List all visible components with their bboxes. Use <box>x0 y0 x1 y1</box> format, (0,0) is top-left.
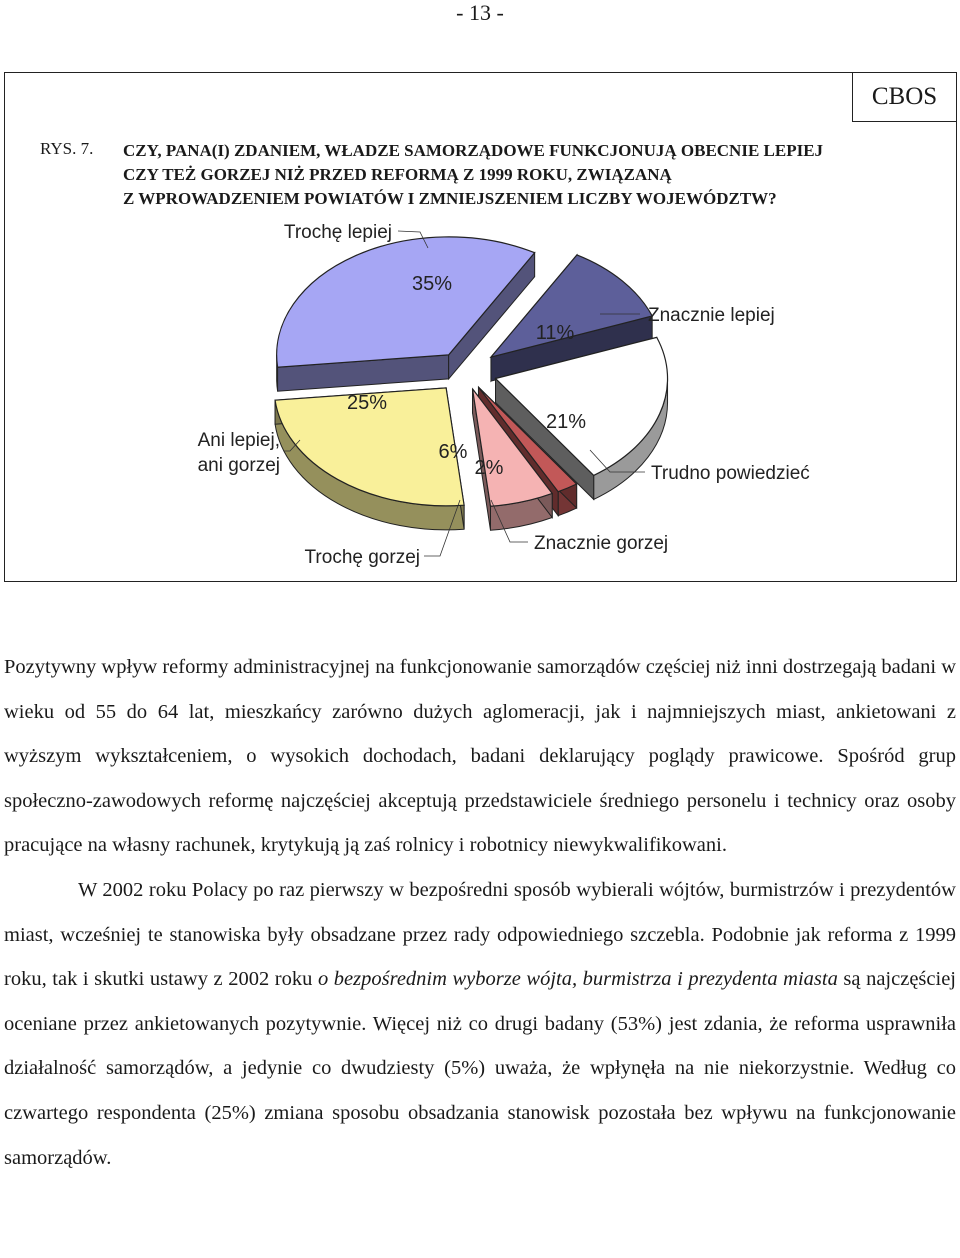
paragraph-text: W 2002 roku Polacy po raz pierwszy w bezpośredni sposób wybierali wójtów, burmistrzów i prezydentów miast, wcześniej te stanowiska były obsadzane przez rady odpowiedniego szczebla. Podobnie jak reforma z 1999 roku, tak i skutki ustawy z 2002 roku <box>4 878 956 991</box>
paragraph <box>4 868 956 1180</box>
slice-label: Trochę gorzej <box>304 547 420 568</box>
figure-title-line: CZY, PANA(I) ZDANIEM, WŁADZE SAMORZĄDOWE FUNKCJONUJĄ OBECNIE LEPIEJ <box>123 141 824 160</box>
slice-label: Znacznie lepiej <box>648 305 775 326</box>
slice-value-label: 21% <box>545 411 587 433</box>
figure-title-line: CZY TEŻ GORZEJ NIŻ PRZED REFORMĄ Z 1999 ROKU, ZWIĄZANĄ <box>123 165 672 184</box>
slice-value-label: 6% <box>438 441 468 463</box>
slice-value-label: 25% <box>346 392 388 414</box>
slice-value-label: 35% <box>411 273 453 295</box>
paragraph-text: są najczęściej oceniane przez ankietowanych pozytywnie. Więcej niż co drugi badany (53%) jest zdania, że reforma usprawniła działalność samorządów, a jedynie co dwudziesty (5%) uważa, że wpłynęła na nie niekorzystnie. Według co czwartego respondenta (25%) zmiana sposobu obsadzania stanowisk pozostała bez wpływu na funkcjonowanie samorządów. <box>4 968 956 1169</box>
page-number: - 13 - <box>456 0 504 25</box>
law-title: o bezpośrednim wyborze wójta, burmistrza i prezydenta miasta <box>317 968 838 991</box>
figure-label: RYS. 7. <box>40 139 94 158</box>
slice-value-label: 11% <box>535 322 575 344</box>
source-badge: CBOS <box>852 72 957 122</box>
pie-chart <box>0 0 960 600</box>
slice-value-label: 2% <box>474 457 504 479</box>
paragraph: Pozytywny wpływ reformy administracyjnej na funkcjonowanie samorządów częściej niż inni dostrzegają badani w wieku od 55 do 64 lat, mieszkańcy zarówno dużych aglomeracji, jak i najmniejszych miast, ankietowani z wyższym wykształceniem, o wysokich dochodach, badani deklarujący poglądy prawicowe. Spośród grup społeczno-zawodowych reformę najczęściej akceptują przedstawiciele średniego personelu i technicy oraz osoby pracujące na własny rachunek, krytykują ją zaś rolnicy i robotnicy niewykwalifikowani. <box>4 656 956 857</box>
slice-label: Trochę lepiej <box>283 222 392 243</box>
slice-label: Trudno powiedzieć <box>651 463 810 484</box>
figure-title-line: Z WPROWADZENIEM POWIATÓW I ZMNIEJSZENIEM LICZBY WOJEWÓDZTW? <box>123 189 777 208</box>
slice-label: Znacznie gorzej <box>534 533 669 554</box>
body-text <box>4 645 956 1180</box>
slice-label: Ani lepiej, ani gorzej <box>197 430 280 476</box>
